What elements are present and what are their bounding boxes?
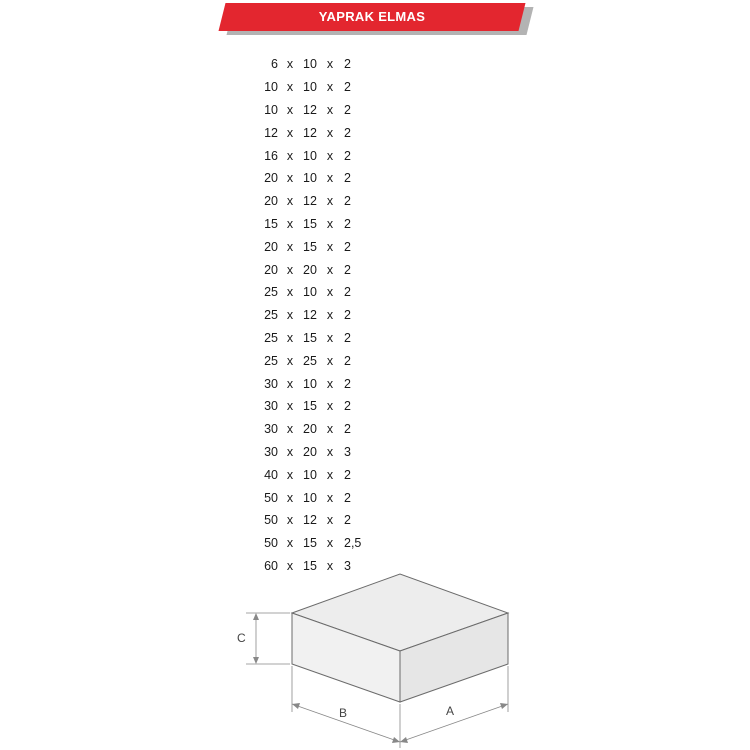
- separator: x: [326, 353, 334, 368]
- size-a: 30: [264, 422, 278, 437]
- size-a: 15: [264, 216, 278, 231]
- separator: x: [286, 239, 294, 254]
- size-b: 10: [303, 80, 317, 95]
- separator: x: [286, 558, 294, 573]
- separator: x: [326, 285, 334, 300]
- separator: x: [326, 80, 334, 95]
- separator: x: [286, 194, 294, 209]
- separator: x: [286, 353, 294, 368]
- separator: x: [326, 376, 334, 391]
- dim-b-label: B: [339, 706, 348, 720]
- size-c: 2: [344, 148, 351, 163]
- separator: x: [286, 536, 294, 551]
- size-c: 2: [344, 330, 351, 345]
- size-a: 30: [264, 399, 278, 414]
- dim-c-label: C: [237, 631, 246, 645]
- size-c: 2: [344, 353, 351, 368]
- size-b: 20: [303, 422, 317, 437]
- size-a: 20: [264, 171, 278, 186]
- size-c: 2: [344, 308, 351, 323]
- separator: x: [286, 80, 294, 95]
- size-b: 15: [303, 536, 317, 551]
- size-a: 6: [271, 57, 278, 72]
- dim-a-arrow-right: [500, 703, 508, 709]
- size-b: 12: [303, 102, 317, 117]
- separator: x: [326, 558, 334, 573]
- separator: x: [286, 330, 294, 345]
- size-a: 12: [264, 125, 278, 140]
- separator: x: [286, 216, 294, 231]
- size-a: 60: [264, 558, 278, 573]
- size-c: 2: [344, 467, 351, 482]
- size-b: 20: [303, 444, 317, 459]
- separator: x: [286, 102, 294, 117]
- size-b: 15: [303, 399, 317, 414]
- size-b: 10: [303, 490, 317, 505]
- separator: x: [326, 194, 334, 209]
- size-b: 15: [303, 330, 317, 345]
- size-a: 25: [264, 308, 278, 323]
- size-b: 10: [303, 467, 317, 482]
- dim-b-arrow-right: [392, 737, 400, 743]
- size-a: 20: [264, 194, 278, 209]
- separator: x: [326, 239, 334, 254]
- size-c: 2,5: [344, 536, 362, 551]
- size-a: 25: [264, 285, 278, 300]
- size-c: 3: [344, 558, 351, 573]
- separator: x: [286, 376, 294, 391]
- size-b: 15: [303, 239, 317, 254]
- dim-c-arrow-top: [253, 613, 259, 620]
- separator: x: [326, 490, 334, 505]
- size-b: 25: [303, 353, 317, 368]
- separator: x: [286, 513, 294, 528]
- separator: x: [286, 57, 294, 72]
- separator: x: [286, 422, 294, 437]
- page-title: YAPRAK ELMAS: [318, 9, 426, 24]
- size-c: 2: [344, 376, 351, 391]
- size-c: 2: [344, 490, 351, 505]
- size-c: 2: [344, 102, 351, 117]
- size-b: 15: [303, 558, 317, 573]
- separator: x: [326, 171, 334, 186]
- size-c: 2: [344, 239, 351, 254]
- size-b: 10: [303, 148, 317, 163]
- size-c: 2: [344, 194, 351, 209]
- separator: x: [286, 125, 294, 140]
- separator: x: [326, 102, 334, 117]
- size-a: 50: [264, 490, 278, 505]
- size-c: 2: [344, 513, 351, 528]
- size-b: 20: [303, 262, 317, 277]
- separator: x: [286, 171, 294, 186]
- size-a: 20: [264, 262, 278, 277]
- size-b: 12: [303, 513, 317, 528]
- separator: x: [286, 467, 294, 482]
- size-b: 12: [303, 125, 317, 140]
- separator: x: [326, 216, 334, 231]
- size-a: 30: [264, 376, 278, 391]
- dim-b-arrow-left: [292, 703, 300, 709]
- separator: x: [326, 148, 334, 163]
- size-c: 2: [344, 399, 351, 414]
- separator: x: [326, 513, 334, 528]
- size-c: 2: [344, 57, 351, 72]
- size-a: 10: [264, 102, 278, 117]
- size-c: 2: [344, 262, 351, 277]
- size-a: 25: [264, 330, 278, 345]
- separator: x: [326, 422, 334, 437]
- size-c: 2: [344, 171, 351, 186]
- size-c: 2: [344, 285, 351, 300]
- size-c: 2: [344, 80, 351, 95]
- separator: x: [286, 308, 294, 323]
- size-b: 10: [303, 376, 317, 391]
- separator: x: [326, 308, 334, 323]
- size-c: 2: [344, 125, 351, 140]
- separator: x: [286, 285, 294, 300]
- size-a: 30: [264, 444, 278, 459]
- separator: x: [326, 125, 334, 140]
- separator: x: [326, 467, 334, 482]
- separator: x: [286, 262, 294, 277]
- separator: x: [326, 330, 334, 345]
- separator: x: [286, 444, 294, 459]
- size-b: 12: [303, 194, 317, 209]
- size-c: 2: [344, 422, 351, 437]
- size-b: 12: [303, 308, 317, 323]
- size-a: 50: [264, 536, 278, 551]
- separator: x: [326, 262, 334, 277]
- separator: x: [326, 399, 334, 414]
- size-a: 10: [264, 80, 278, 95]
- dim-a-label: A: [446, 704, 455, 718]
- size-b: 10: [303, 171, 317, 186]
- size-c: 2: [344, 216, 351, 231]
- size-b: 10: [303, 57, 317, 72]
- separator: x: [286, 399, 294, 414]
- separator: x: [326, 444, 334, 459]
- dim-a-arrow-left: [400, 737, 408, 743]
- separator: x: [326, 536, 334, 551]
- size-a: 40: [264, 467, 278, 482]
- separator: x: [286, 490, 294, 505]
- separator: x: [286, 148, 294, 163]
- size-a: 16: [264, 148, 278, 163]
- size-b: 10: [303, 285, 317, 300]
- separator: x: [326, 57, 334, 72]
- size-c: 3: [344, 444, 351, 459]
- size-a: 25: [264, 353, 278, 368]
- dim-c-arrow-bottom: [253, 657, 259, 664]
- size-b: 15: [303, 216, 317, 231]
- size-a: 50: [264, 513, 278, 528]
- size-a: 20: [264, 239, 278, 254]
